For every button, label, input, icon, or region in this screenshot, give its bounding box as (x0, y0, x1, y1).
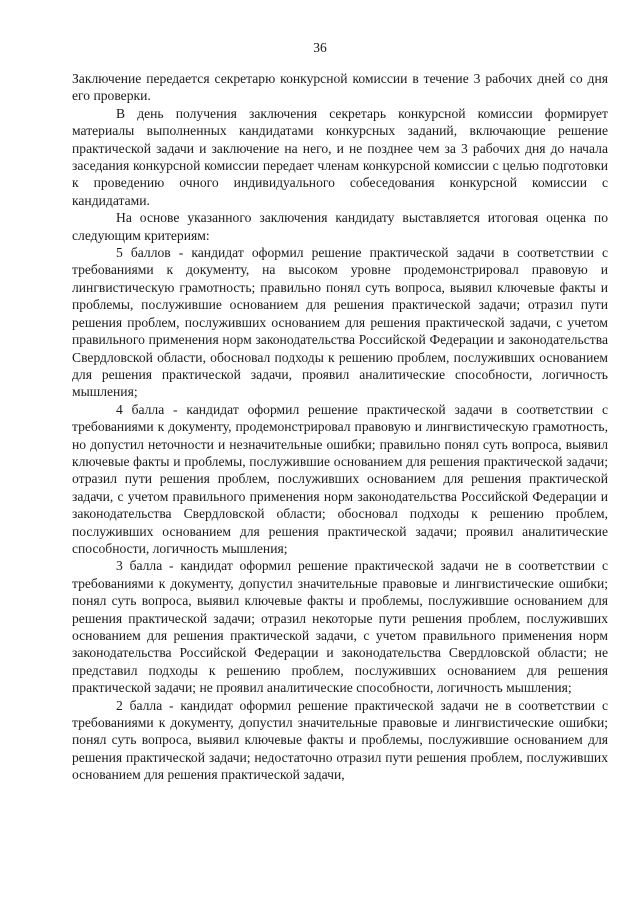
paragraph-criteria-2-points: 2 балла - кандидат оформил решение практической задачи не в соответствии с требованиями к документу, допустил значительные правовые и лингвистические ошибки; понял суть вопроса, выявил ключевые факты и проблемы, послужившие основанием для решения практической задачи; недостаточно отразил пути решения проблем, послуживших основанием для решения практической задачи, (72, 697, 608, 783)
paragraph-materials-formation: В день получения заключения секретарь конкурсной комиссии формирует материалы выполненных кандидатами конкурсных заданий, включающие решение практической задачи и заключение на него, и не позднее чем за 3 рабочих дня до начала заседания конкурсной комиссии передает членам конкурсной комиссии с целью подготовки к проведению очного индивидуального собеседования конкурсной комиссии с кандидатами. (72, 105, 608, 208)
paragraph-final-score-intro: На основе указанного заключения кандидату выставляется итоговая оценка по следующим критериям: (72, 210, 608, 243)
paragraph-criteria-3-points: 3 балла - кандидат оформил решение практической задачи не в соответствии с требованиями к документу, допустил значительные правовые и лингвистические ошибки; понял суть вопроса, выявил ключевые факты и проблемы, послужившие основанием для решения практической задачи; отразил некоторые пути решения проблем, послуживших основанием для решения практической задачи, с учетом правильного применения норм законодательства Российской Федерации и законодательства Свердловской области; не представил подходы к решению проблем, послуживших основанием для решения практической задачи; не проявил аналитические способности, логичность мышления; (72, 558, 608, 696)
paragraph-criteria-4-points: 4 балла - кандидат оформил решение практической задачи в соответствии с требованиями к документу, продемонстрировал правовую и лингвистическую грамотность, но допустил неточности и незначительные ошибки; правильно понял суть вопроса, выявил ключевые факты и проблемы, послужившие основанием для решения практической задачи; отразил пути решения проблем, послуживших основанием для решения практической задачи, с учетом правильного применения норм законодательства Российской Федерации и законодательства Свердловской области; обосновал подходы к решению проблем, послуживших основанием для решения практической задачи; проявил аналитические способности, логичность мышления; (72, 401, 608, 556)
paragraph-criteria-5-points: 5 баллов - кандидат оформил решение практической задачи в соответствии с требованиями к документу, на высоком уровне продемонстрировал правовую и лингвистическую грамотность; правильно понял суть вопроса, выявил ключевые факты и проблемы, послужившие основанием для решения практической задачи; отразил пути решения проблем, послуживших основанием для решения практической задачи, с учетом правильного применения норм законодательства Российской Федерации и законодательства Свердловской области, обосновал подходы к решению проблем, послуживших основанием для решения практической задачи, проявил аналитические способности, логичность мышления; (72, 245, 608, 400)
paragraph-transfer-to-secretary: Заключение передается секретарю конкурсной комиссии в течение 3 рабочих дней со дня его проверки. (72, 71, 608, 104)
document-body (72, 70, 608, 784)
page-number: 36 (313, 40, 327, 55)
